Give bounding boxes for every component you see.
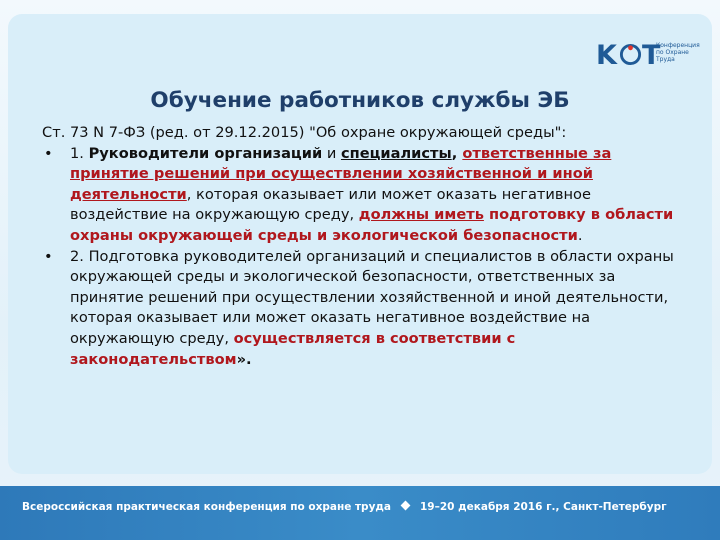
logo-subtitle: Конференция по Охране Труда [656, 42, 700, 63]
bullet2-end: ». [236, 350, 252, 368]
bullet1-activity: , которая оказывает или может оказать негативное воздействие на окружающую среду, [70, 185, 591, 224]
bullet1-specialists: специалисты [340, 144, 452, 162]
bullet1-comma: , [451, 144, 463, 162]
footer-bar [0, 486, 720, 540]
bullet1-number: 1. [70, 144, 89, 162]
bullet-item-2 [42, 247, 692, 371]
conference-logo [596, 38, 716, 78]
bullet1-training: подготовку в области охраны окружающей среды и экологической безопасности [70, 206, 674, 244]
bullet-item-1 [42, 144, 692, 247]
bullet1-period: . [577, 226, 583, 244]
bullet-marker: • [44, 144, 53, 162]
bullet1-must-have: должны иметь [358, 206, 484, 224]
logo-letter-t: T [641, 40, 662, 71]
logo-letter-k: K [596, 40, 618, 71]
footer-diamond-icon [401, 501, 411, 511]
footer-conference-name: Всероссийская практическая конференция по охране труда [22, 501, 391, 513]
intro-line: Ст. 73 N 7-ФЗ (ред. от 29.12.2015) "Об охране окружающей среды": [42, 124, 567, 141]
bullet2-text: 2. Подготовка руководителей организаций и специалистов в области охраны окружающей среды и экологической безопасности, ответственных за принятие решений при осуществлении хозяйственной и иной деятельности, которая оказывает или может оказать негативное воздействие на окружающую среду, [70, 247, 674, 347]
bullet1-and: и [322, 144, 341, 162]
bullet-marker: • [44, 247, 53, 265]
footer-date-place: 19–20 декабря 2016 г., Санкт-Петербург [420, 501, 667, 513]
bullet1-responsible: ответственные за принятие решений при осуществлении хозяйственной и иной деятельности [70, 144, 612, 203]
bullet1-managers: Руководители организаций [88, 144, 323, 162]
logo-sun-icon [619, 43, 642, 66]
bullet2-according-to-law: осуществляется в соответствии с законодательством [70, 329, 516, 368]
slide-body [42, 123, 692, 370]
slide-title: Обучение работников службы ЭБ [150, 88, 570, 113]
